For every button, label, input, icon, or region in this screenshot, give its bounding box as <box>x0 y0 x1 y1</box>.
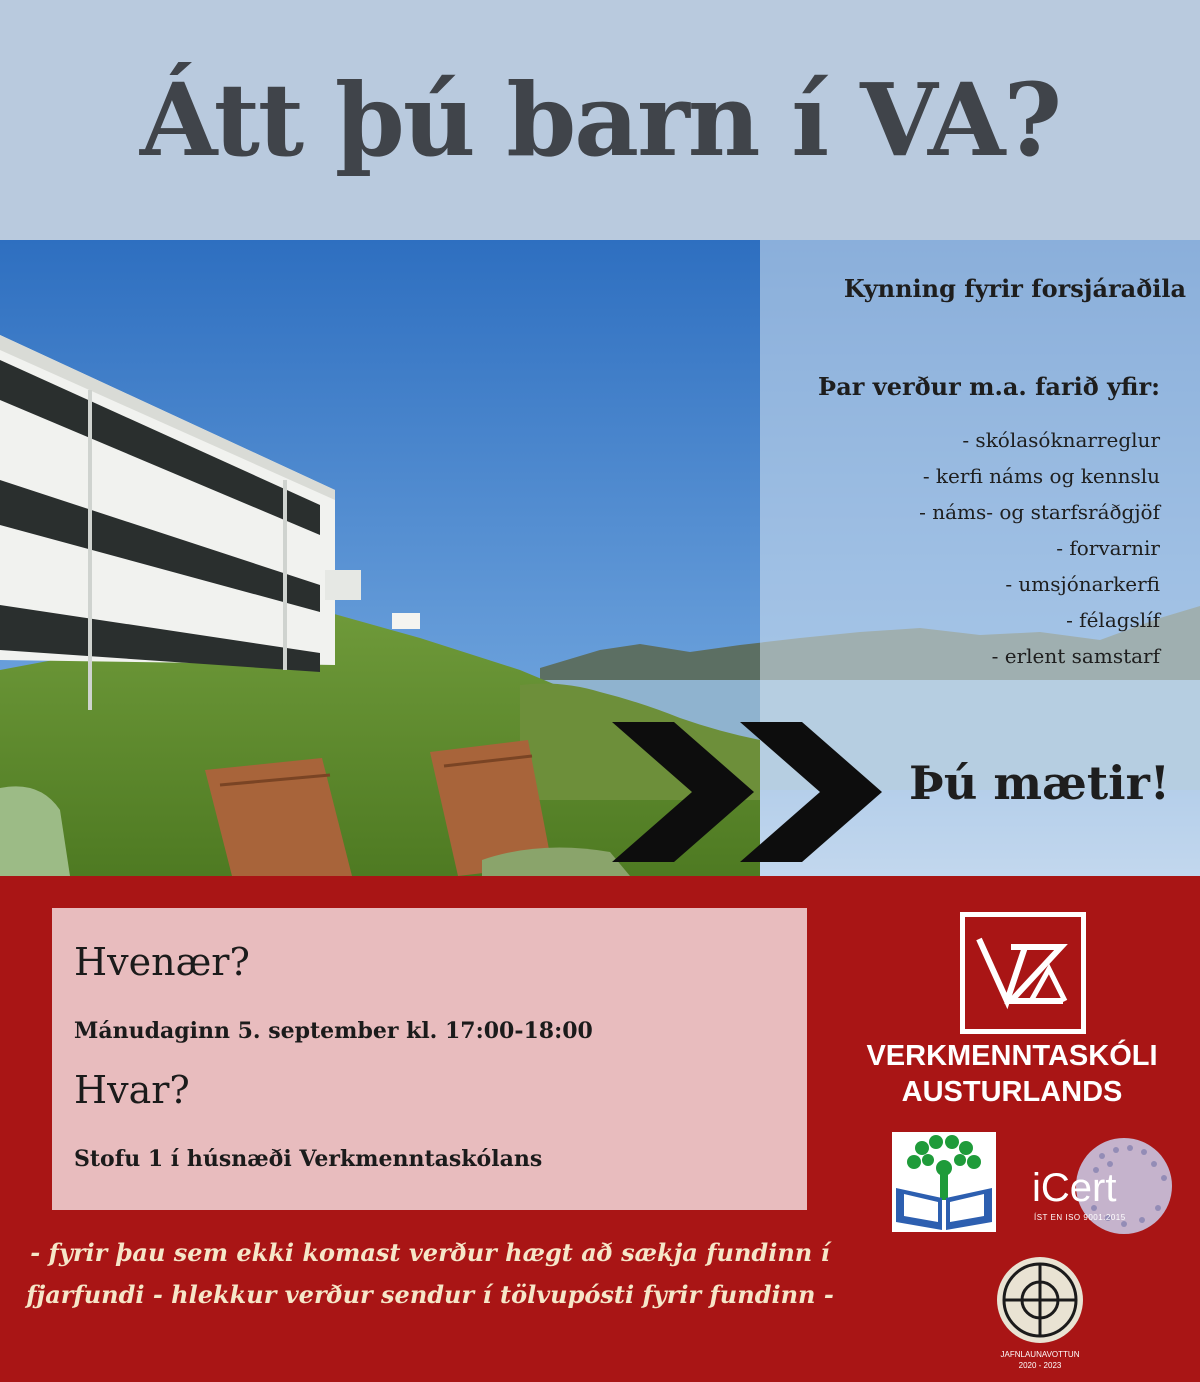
list-item: - skólasóknarreglur <box>962 428 1160 452</box>
school-name-line: VERKMENNTASKÓLI <box>866 1040 1158 1072</box>
where-value: Stofu 1 í húsnæði Verkmenntaskólans <box>74 1146 543 1172</box>
school-name-line: AUSTURLANDS <box>901 1076 1123 1108</box>
where-label: Hvar? <box>74 1068 190 1112</box>
icert-label: iCert <box>1032 1166 1117 1210</box>
school-name <box>862 1038 1162 1110</box>
page-title: Átt þú barn í VA? <box>139 61 1061 179</box>
eco-school-icon <box>892 1132 996 1232</box>
seal-label: JAFNLAUNAVOTTUN <box>1000 1350 1080 1359</box>
list-item: - umsjónarkerfi <box>1005 572 1160 596</box>
list-item: - erlent samstarf <box>991 644 1160 668</box>
when-value: Mánudaginn 5. september kl. 17:00-18:00 <box>74 1018 593 1044</box>
icert-standard: ÍST EN ISO 9001:2015 <box>1034 1213 1126 1222</box>
seal-text <box>988 1349 1092 1371</box>
list-item: - félagslíf <box>1066 608 1160 632</box>
note-line: - fyrir þau sem ekki komast verður hægt að sækja fundinn í <box>30 1238 830 1267</box>
event-details <box>52 908 807 1210</box>
when-label: Hvenær? <box>74 940 250 984</box>
call-to-action: Þú mætir! <box>909 756 1170 810</box>
info-heading: Kynning fyrir forsjáraðila <box>843 274 1186 303</box>
equal-pay-seal-icon <box>996 1256 1084 1344</box>
list-item: - náms- og starfsráðgjöf <box>919 500 1160 524</box>
remote-meeting-note <box>0 1232 860 1316</box>
double-chevron-right-icon <box>612 722 882 862</box>
note-line: fjarfundi - hlekkur verður sendur í tölvupósti fyrir fundinn - <box>26 1280 834 1309</box>
header-banner <box>0 0 1200 240</box>
info-subheading: Þar verður m.a. farið yfir: <box>818 372 1160 401</box>
va-logo-icon <box>960 912 1086 1034</box>
seal-years: 2020 - 2023 <box>1018 1361 1062 1370</box>
list-item: - forvarnir <box>1056 536 1160 560</box>
topic-list <box>919 422 1160 674</box>
list-item: - kerfi náms og kennslu <box>922 464 1160 488</box>
